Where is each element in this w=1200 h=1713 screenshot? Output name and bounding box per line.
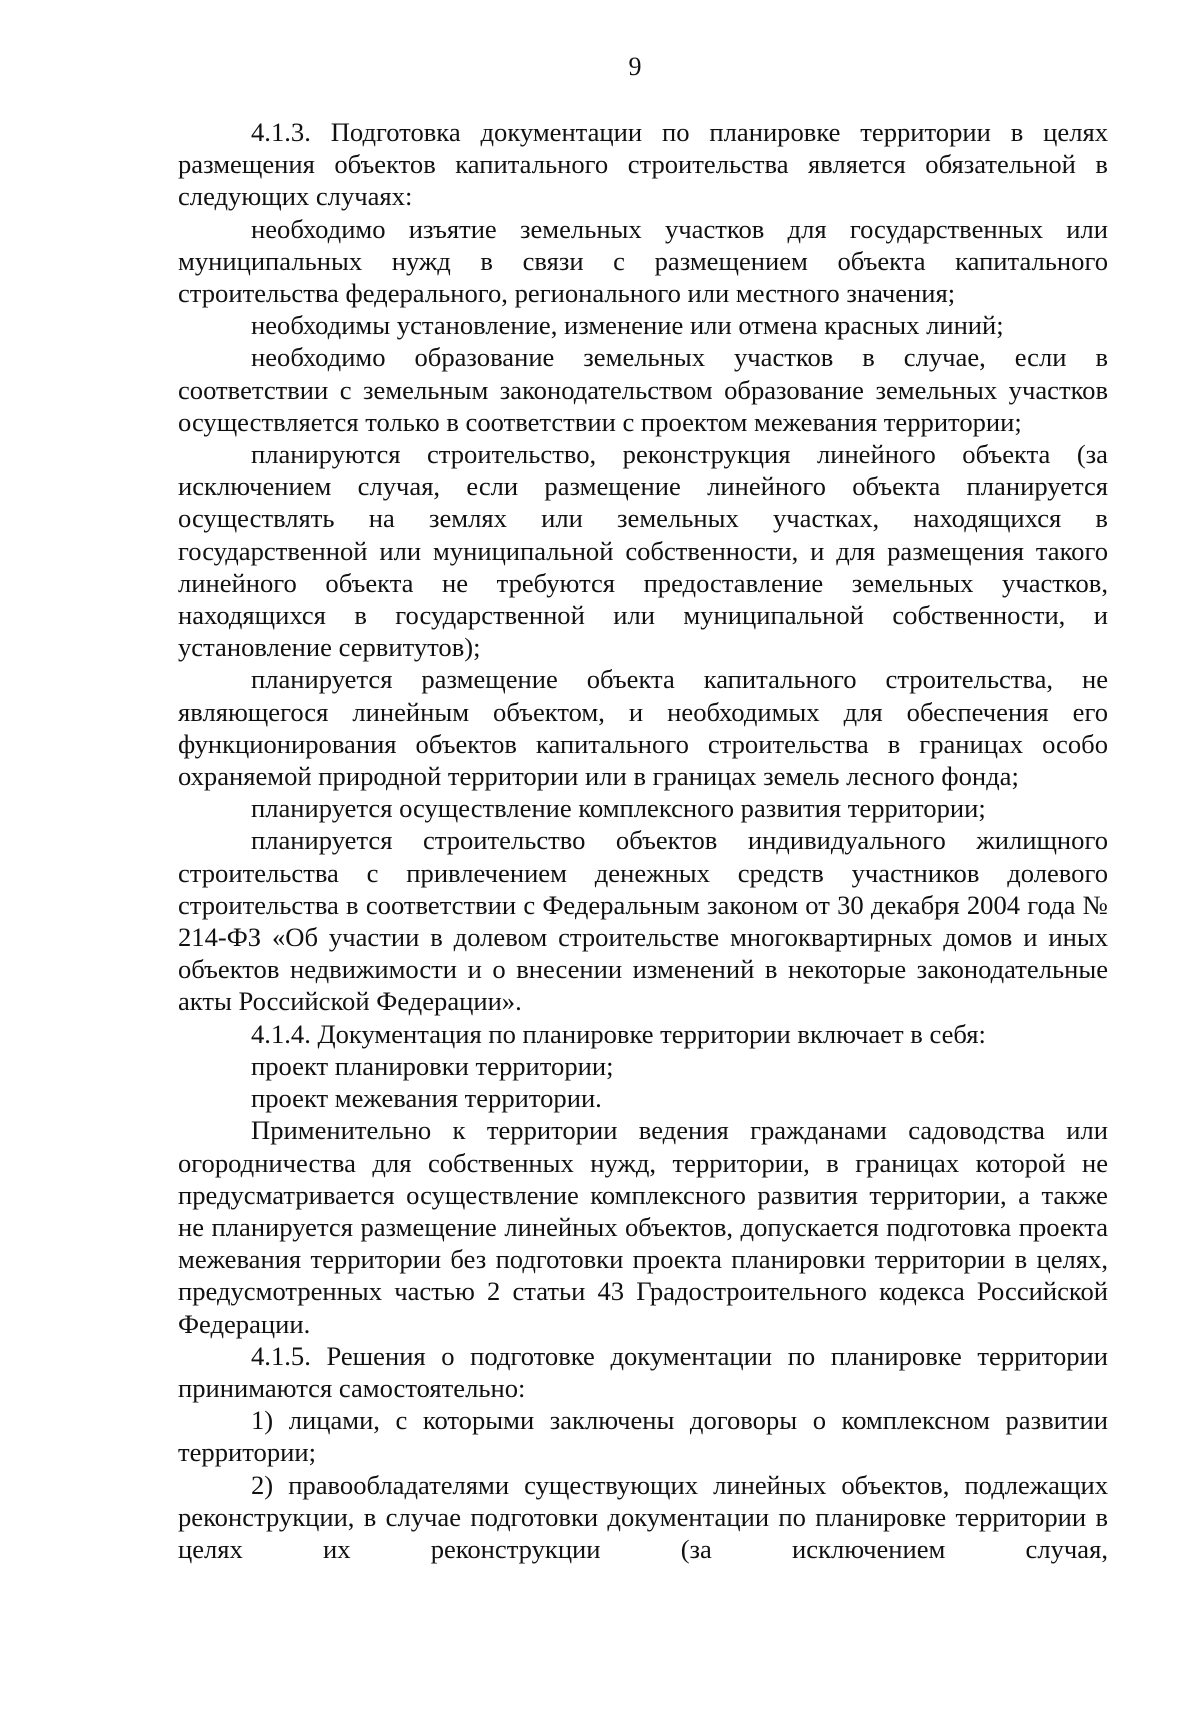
paragraph-4-1-5: 4.1.5. Решения о подготовке документации по планировке территории принимаются самостоятельно: [178, 1340, 1108, 1403]
paragraph-protected-area: планируется размещение объекта капитального строительства, не являющегося линейным объектом, и необходимых для обеспечения его функционирования объектов капитального строительства в границах особо охраняемой природной территории или в границах земель лесного фонда; [178, 664, 1108, 792]
paragraph-individual-housing: планируется строительство объектов индивидуального жилищного строительства с привлечением денежных средств участников долевого строительства в соответствии с Федеральным законом от 30 декабря 2004 года № 214-ФЗ «Об участии в долевом строительстве многоквартирных домов и иных объектов недвижимости и о внесении изменений в некоторые законодательные акты Российской Федерации». [178, 825, 1108, 1017]
paragraph-red-lines: необходимы установление, изменение или отмена красных линий; [251, 310, 1004, 341]
paragraph-planning-project: проект планировки территории; [251, 1050, 614, 1081]
paragraph-surveying-project: проект межевания территории. [251, 1083, 602, 1114]
paragraph-gardening-territory: Применительно к территории ведения гражданами садоводства или огородничества для собственных нужд, территории, в границах которой не предусматривается осуществление комплексного развития территории, а также не планируется размещение линейных объектов, допускается подготовка проекта межевания территории без подготовки проекта планировки территории в целях, предусмотренных частью 2 статьи 43 Градостроительного кодекса Российской Федерации. [178, 1115, 1108, 1339]
paragraph-land-seizure: необходимо изъятие земельных участков для государственных или муниципальных нужд в связи с размещением объекта капитального строительства федерального, регионального или местного значения; [178, 213, 1108, 309]
paragraph-item-2: 2) правообладателями существующих линейных объектов, подлежащих реконструкции, в случае подготовки документации по планировке территории в целях их реконструкции (за исключением случая, [178, 1469, 1108, 1564]
document-body [178, 116, 1108, 1565]
page-number: 9 [628, 52, 642, 81]
paragraph-land-formation: необходимо образование земельных участков в случае, если в соответствии с земельным законодательством образование земельных участков осуществляется только в соответствии с проектом межевания территории; [178, 342, 1108, 437]
paragraph-item-1: 1) лицами, с которыми заключены договоры о комплексном развитии территории; [178, 1405, 1108, 1468]
paragraph-4-1-4: 4.1.4. Документация по планировке территории включает в себя: [251, 1018, 986, 1049]
paragraph-linear-object: планируются строительство, реконструкция линейного объекта (за исключением случая, если размещение линейного объекта планируется осуществлять на землях или земельных участках, находящихся в государственной или муниципальной собственности, и для размещения такого линейного объекта не требуются предоставление земельных участков, находящихся в государственной или муниципальной собственности, и установление сервитутов); [178, 439, 1108, 663]
paragraph-complex-development: планируется осуществление комплексного развития территории; [251, 793, 986, 824]
paragraph-4-1-3: 4.1.3. Подготовка документации по планировке территории в целях размещения объектов капитального строительства является обязательной в следующих случаях: [178, 117, 1108, 212]
